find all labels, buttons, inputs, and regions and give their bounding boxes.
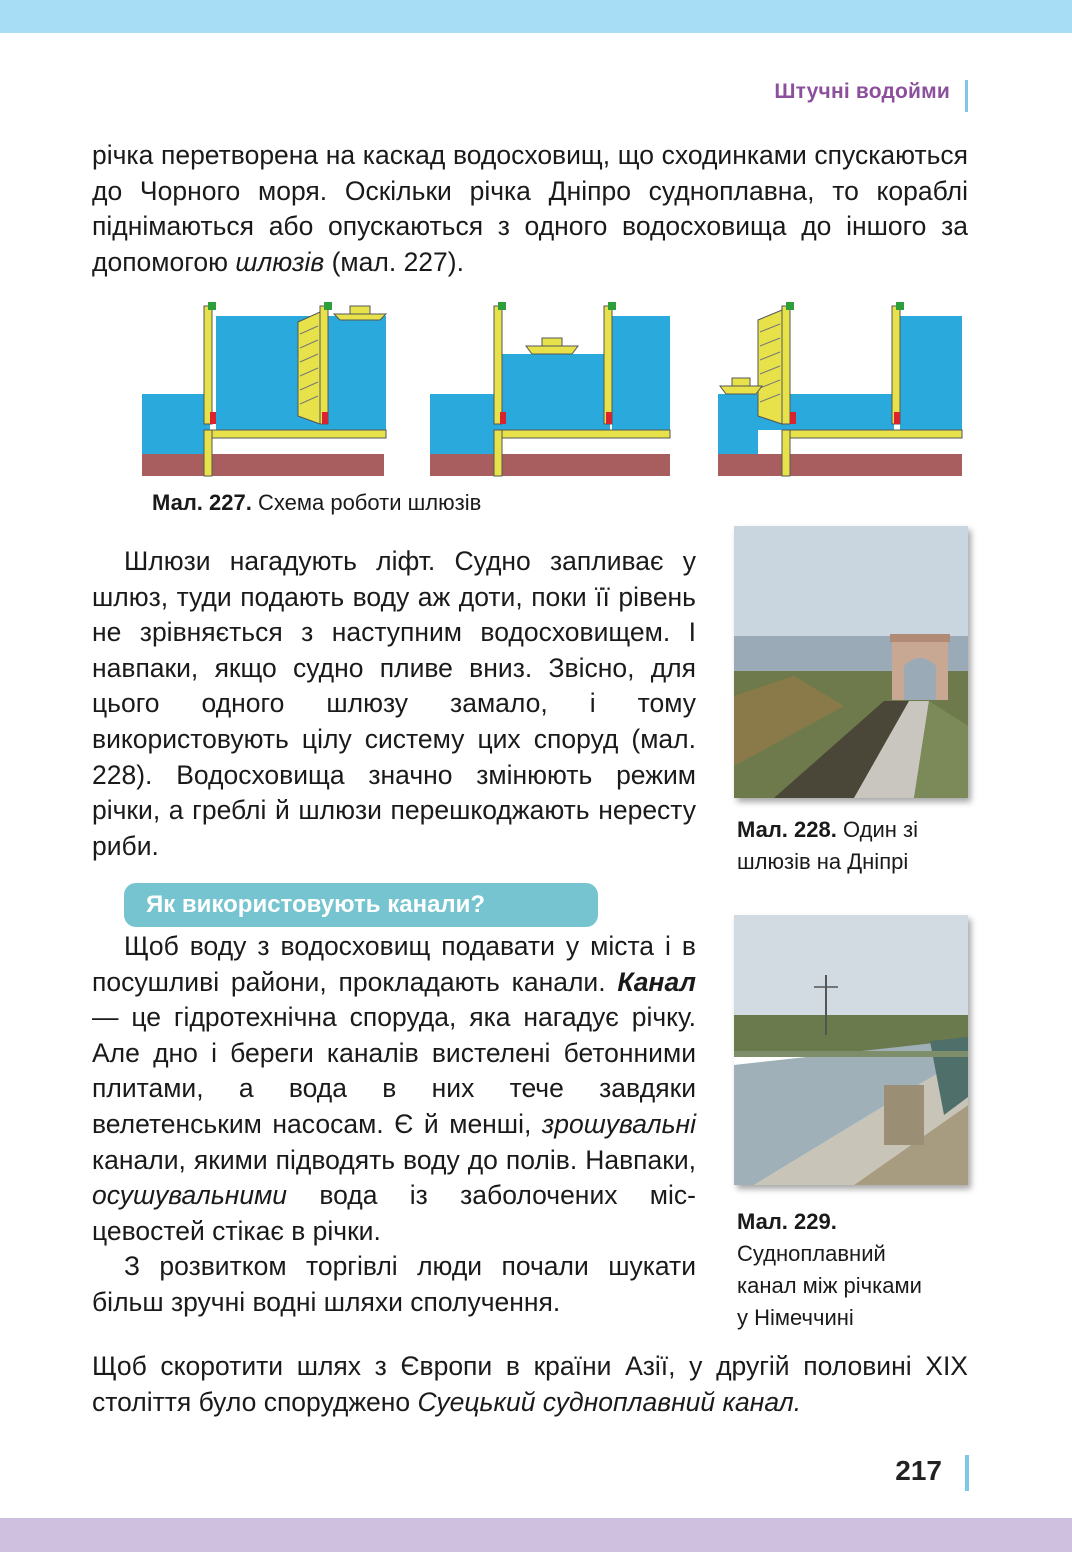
gate-base-2b bbox=[606, 412, 612, 424]
gate-marker-2b bbox=[608, 302, 616, 310]
page-number: 217 bbox=[895, 1455, 942, 1486]
paragraph-trade: З розвитком торгівлі люди почали шукати більш зручні водні шляхи сполучення. bbox=[92, 1251, 696, 1317]
paragraph-suez bbox=[92, 1349, 968, 1420]
photo-canal-germany bbox=[734, 915, 968, 1185]
paragraph-intro-emphasis: шлюзів bbox=[235, 246, 325, 277]
gate-base-1b bbox=[322, 412, 328, 424]
gate-marker-2a bbox=[498, 302, 506, 310]
gate-marker-1a bbox=[208, 302, 216, 310]
figure-229-line2: канал між річками bbox=[737, 1273, 922, 1298]
term-suez-canal: Суецький судноплавний канал. bbox=[417, 1386, 802, 1417]
figure-229-line1: Судноплавний bbox=[737, 1241, 886, 1266]
gate-marker-3b bbox=[896, 302, 904, 310]
top-color-band bbox=[0, 0, 1072, 33]
lock-panel-1 bbox=[142, 302, 386, 476]
paragraph-suez-text: Щоб скоротити шлях з Європи в країни Азії, у другій половині XIX століття було споруджено bbox=[92, 1351, 968, 1417]
water-chamber-2 bbox=[500, 354, 610, 430]
floor-beam-3 bbox=[782, 430, 962, 438]
water-upper-2 bbox=[612, 316, 670, 430]
paragraph-locks bbox=[92, 544, 696, 864]
figure-229-caption bbox=[737, 1206, 977, 1334]
term-drainage: осушувальними bbox=[92, 1180, 287, 1211]
photo-lock-dnipro bbox=[734, 526, 968, 798]
lock-scheme-diagram bbox=[138, 292, 968, 482]
paragraph-intro-end: (мал. 227). bbox=[324, 246, 464, 277]
floor-post-2 bbox=[494, 430, 502, 476]
figure-229-label: Мал. 229. bbox=[737, 1209, 837, 1234]
header-divider bbox=[965, 80, 968, 112]
boat-3 bbox=[720, 386, 762, 394]
gate-left-1 bbox=[204, 306, 212, 424]
paragraph-canals-d: вода із заболочених місцевостей стікає в річки. bbox=[92, 1180, 696, 1246]
paragraph-canals bbox=[92, 929, 696, 1321]
page-header-title: Штучні водойми bbox=[774, 80, 950, 103]
floor-post-3 bbox=[782, 430, 790, 476]
figure-227-text: Схема роботи шлюзів bbox=[257, 490, 482, 515]
figure-228-text: Один зі шлюзів на Дніпрі bbox=[737, 817, 918, 874]
gate-base-1a bbox=[210, 412, 216, 424]
floor-beam-2 bbox=[494, 430, 670, 438]
term-irrigation: зрошувальні bbox=[541, 1108, 696, 1139]
gate-base-3b bbox=[894, 412, 900, 424]
floor-beam-1 bbox=[204, 430, 386, 438]
water-lower-2 bbox=[430, 394, 502, 454]
boat-2 bbox=[526, 346, 578, 354]
figure-227-label: Мал. 227. bbox=[152, 490, 252, 515]
figure-227-caption bbox=[152, 490, 481, 516]
gate-right-1 bbox=[320, 306, 328, 424]
paragraph-canals-c: канали, якими підводять воду до полів. Навпаки, bbox=[92, 1144, 696, 1175]
ground-3 bbox=[718, 454, 962, 476]
ground-1 bbox=[142, 454, 384, 476]
paragraph-intro bbox=[92, 138, 968, 280]
figure-228-label: Мал. 228. bbox=[737, 817, 837, 842]
gate-right-2 bbox=[604, 306, 612, 424]
boat-1 bbox=[334, 314, 386, 320]
bottom-color-band bbox=[0, 1518, 1072, 1552]
gate-base-3a bbox=[790, 412, 796, 424]
gate-left-2 bbox=[494, 306, 502, 424]
gate-right-3 bbox=[892, 306, 900, 424]
page-number-divider bbox=[965, 1455, 969, 1491]
figure-229-line3: у Німеччині bbox=[737, 1305, 854, 1330]
gate-open-1 bbox=[298, 312, 320, 424]
gate-marker-3a bbox=[786, 302, 794, 310]
lock-panel-3 bbox=[718, 302, 962, 476]
water-lower-1 bbox=[142, 394, 210, 454]
figure-228-caption bbox=[737, 814, 977, 878]
paragraph-locks-text: Шлюзи нагадують ліфт. Судно запливає у шлюз, туди подають воду аж доти, поки її рівень не зрівняється з наступним водосховищем. І навпаки, якщо судно пливе вниз. Звісно, для цього одного шлюзу замало, і тому використовують цілу систему цих споруд (мал. 228). Водосховища значно змінюють режим річки, а греблі й шлюзи перешкоджають нересту риби. bbox=[92, 546, 696, 861]
paragraph-intro-text: річка перетворена на каскад водосховищ, що сходинками спускаються до Чорного моря. Оскільки річка Дніпро судноплавна, то кораблі піднімаються або опускаються з одного водосховища до іншого за допомогою bbox=[92, 140, 968, 277]
ground-2 bbox=[430, 454, 670, 476]
floor-post-1 bbox=[204, 430, 212, 476]
water-upper-3 bbox=[900, 316, 962, 430]
water-lower-3 bbox=[718, 394, 758, 454]
gate-marker-1b bbox=[324, 302, 332, 310]
paragraph-canals-b: — це гідротехнічна споруда, яка нагадує річку. Але дно і береги каналів вистелені бетонними плитами, а вода в них тече завдяки велетенським насосам. Є й менші, bbox=[92, 1002, 696, 1139]
section-heading-canals: Як використовують канали? bbox=[124, 883, 598, 927]
lock-panel-2 bbox=[430, 302, 670, 476]
paragraph-canals-a: Щоб воду з водосховищ подавати у міста і в посушливі райони, прокладають канали. bbox=[92, 931, 696, 997]
term-canal: Канал bbox=[617, 966, 696, 997]
gate-left-3 bbox=[782, 306, 790, 424]
gate-base-2a bbox=[500, 412, 506, 424]
